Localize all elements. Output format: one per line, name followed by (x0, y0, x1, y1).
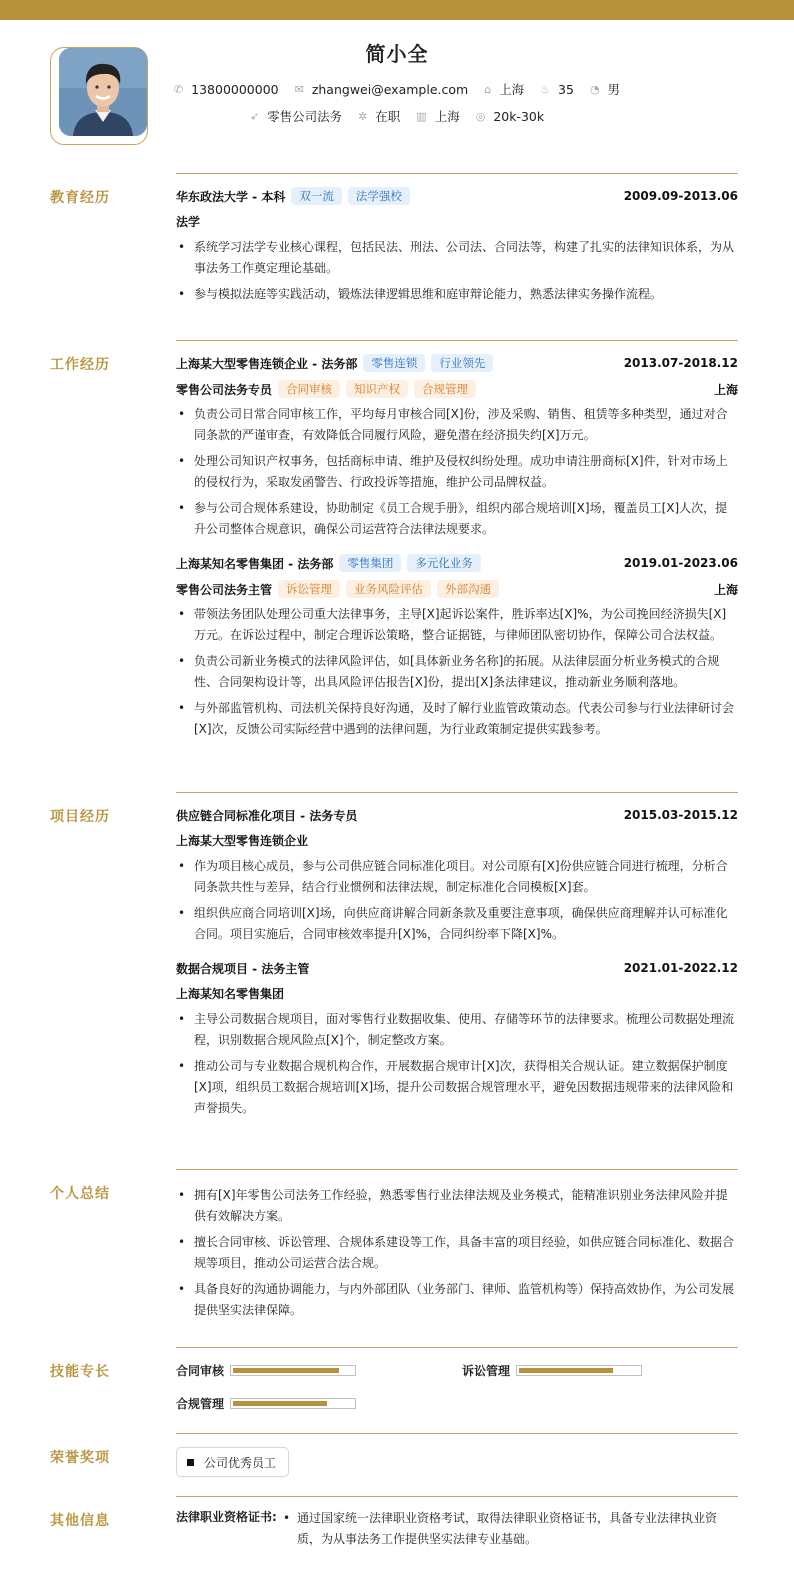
skill-fill (233, 1401, 327, 1406)
list-item: • 具备良好的沟通协调能力，与内外部团队（业务部门、律师、监管机构等）保持高效协作，为公司发展提供坚实法律保障。 (176, 1279, 738, 1321)
project-org: 上海某知名零售集团 (176, 987, 285, 1001)
skill-name: 诉讼管理 (462, 1364, 511, 1378)
position: 零售公司法务专员 (176, 382, 273, 397)
award-chip (176, 1447, 289, 1477)
skill-name: 合同审核 (176, 1364, 225, 1378)
list-item: • 作为项目核心成员，参与公司供应链合同标准化项目。对公司原有[X]份供应链合同进行梳理，分析合同条款共性与差异，结合行业惯例和法律法规，制定标准化合同模板[X]套。 (176, 856, 738, 898)
home-icon: ⌂ (484, 82, 492, 96)
location-item (484, 80, 524, 98)
list-item: • 与外部监管机构、司法机关保持良好沟通，及时了解行业监管政策动态。代表公司参与行业法律研讨会[X]次，反馈公司实际经营中遇到的法律问题，为行业政策制定提供实践参考。 (176, 698, 738, 740)
other-label: 法律职业资格证书: (176, 1510, 277, 1524)
major: 法学 (176, 215, 201, 229)
location-text: 上海 (499, 82, 525, 97)
skill-tag: 知识产权 (346, 380, 408, 398)
skill-fill (233, 1368, 339, 1373)
skill-name: 合规管理 (176, 1397, 225, 1411)
list-item: • 拥有[X]年零售公司法务工作经验，熟悉零售行业法律法规及业务模式，能精准识别业务法律风险并提供有效解决方案。 (176, 1185, 738, 1227)
section-divider (176, 1496, 738, 1497)
company-name: 上海某大型零售连锁企业 - 法务部 (176, 356, 358, 371)
other-text: • 通过国家统一法律职业资格考试，取得法律职业资格证书，具备专业法律执业资质，为从事法务工作提供坚实法律专业基础。 (281, 1508, 736, 1550)
school-name: 华东政法大学 - 本科 (176, 189, 286, 204)
date: 2021.01-2022.12 (623, 961, 738, 975)
skill-fill (519, 1368, 613, 1373)
job-intent-row (0, 107, 794, 125)
project-name: 供应链合同标准化项目 - 法务专员 (176, 808, 358, 823)
date: 2019.01-2023.06 (623, 556, 738, 570)
section-title: 其他信息 (50, 1513, 110, 1529)
target-city-item (416, 107, 459, 125)
tag: 零售连锁 (363, 354, 425, 372)
skill-bar (230, 1365, 356, 1376)
salary-icon: ◎ (475, 109, 486, 123)
email-item (295, 82, 469, 97)
tag: 多元化业务 (407, 554, 481, 572)
salary-text: 20k-30k (493, 108, 545, 124)
target-job-item (250, 107, 342, 125)
date: 2009.09-2013.06 (623, 189, 738, 203)
target-city-text: 上海 (434, 109, 460, 124)
skill-item (176, 1395, 356, 1412)
gender-item (590, 80, 620, 98)
list-item: • 推动公司与专业数据合规机构合作，开展数据合规审计[X]次，获得相关合规认证。建立数据保护制度[X]项，组织员工数据合规培训[X]场，提升公司数据合规管理水平，避免因数据违规带来的法律风险和声誉损失。 (176, 1056, 738, 1119)
company-name: 上海某知名零售集团 - 法务部 (176, 556, 334, 571)
target-job-text: 零售公司法务 (267, 109, 343, 124)
email-icon: ✉ (294, 82, 304, 96)
section-title: 教育经历 (50, 190, 110, 206)
list-item: • 擅长合同审核、诉讼管理、合规体系建设等工作，具备丰富的项目经验，如供应链合同标准化、数据合规等项目，推动公司运营合法合规。 (176, 1232, 738, 1274)
building-icon: ▥ (416, 109, 427, 123)
date: 2013.07-2018.12 (623, 356, 738, 370)
skill-tag: 合同审核 (278, 380, 340, 398)
section-divider (176, 1169, 738, 1170)
skill-bar (516, 1365, 642, 1376)
skill-item (176, 1362, 356, 1379)
list-item: • 负责公司日常合同审核工作，平均每月审核合同[X]份，涉及采购、销售、租赁等多种类型，通过对合同条款的严谨审查，有效降低合同履行风险，避免潜在经济损失约[X]万元。 (176, 404, 738, 446)
skill-tag: 外部沟通 (437, 580, 499, 598)
list-item: • 系统学习法学专业核心课程，包括民法、刑法、公司法、合同法等，构建了扎实的法律知识体系，为从事法务工作奠定理论基础。 (176, 237, 738, 279)
gender-icon: ◔ (589, 82, 600, 96)
email-text: zhangwei@example.com (311, 81, 469, 97)
project-org: 上海某大型零售连锁企业 (176, 834, 309, 848)
section-divider (176, 173, 738, 174)
skill-tag: 诉讼管理 (278, 580, 340, 598)
phone-text: 13800000000 (191, 81, 279, 97)
date: 2015.03-2015.12 (623, 808, 738, 822)
phone-item (174, 82, 279, 97)
section-divider (176, 340, 738, 341)
position: 零售公司法务主管 (176, 582, 273, 597)
section-title: 项目经历 (50, 809, 110, 825)
list-item: • 处理公司知识产权事务，包括商标申请、维护及侵权纠纷处理。成功申请注册商标[X]件，针对市场上的侵权行为，采取发函警告、行政投诉等措施，维护公司品牌权益。 (176, 451, 738, 493)
tag: 零售集团 (339, 554, 401, 572)
skill-item (462, 1362, 642, 1379)
list-item: • 参与公司合规体系建设，协助制定《员工合规手册》，组织内部合规培训[X]场，覆盖员工[X]人次，提升公司整体合规意识，确保公司运营符合法律法规要求。 (176, 498, 738, 540)
list-item: • 组织供应商合同培训[X]场，向供应商讲解合同新条款及重要注意事项，确保供应商理解并认可标准化合同。项目实施后，合同审核效率提升[X]%，合同纠纷率下降[X]%。 (176, 903, 738, 945)
section-title: 个人总结 (50, 1186, 110, 1202)
award-text: 公司优秀员工 (204, 1455, 277, 1470)
section-divider (176, 1347, 738, 1348)
skill-tag: 合规管理 (414, 380, 476, 398)
send-icon: ➶ (249, 109, 260, 123)
phone-icon: ✆ (173, 82, 184, 96)
project-name: 数据合规项目 - 法务主管 (176, 961, 310, 976)
list-item: • 参与模拟法庭等实践活动，锻炼法律逻辑思维和庭审辩论能力，熟悉法律实务操作流程。 (176, 284, 738, 305)
status-item (358, 107, 400, 125)
contact-row (0, 80, 794, 98)
square-bullet-icon (187, 1459, 194, 1466)
section-divider (176, 792, 738, 793)
age-text: 35 (558, 81, 574, 97)
list-item: • 带领法务团队处理公司重大法律事务，主导[X]起诉讼案件，胜诉率达[X]%，为公司挽回经济损失[X]万元。在诉讼过程中，制定合理诉讼策略，整合证据链，与律师团队密切协作，保障公司合法权益。 (176, 604, 738, 646)
status-icon: ✲ (358, 109, 368, 123)
tag: 行业领先 (431, 354, 493, 372)
tag: 法学强校 (348, 187, 410, 205)
section-title: 工作经历 (50, 357, 110, 373)
section-title: 荣誉奖项 (50, 1450, 110, 1466)
list-item: • 负责公司新业务模式的法律风险评估，如[具体新业务名称]的拓展。从法律层面分析业务模式的合规性、合同架构设计等，出具风险评估报告[X]份，提出[X]条法律建议，推动新业务顺利落地。 (176, 651, 738, 693)
tag: 双一流 (291, 187, 342, 205)
city: 上海 (713, 382, 738, 397)
skill-bar (230, 1398, 356, 1409)
list-item: • 主导公司数据合规项目，面对零售行业数据收集、使用、存储等环节的法律要求。梳理公司数据处理流程，识别数据合规风险点[X]个，制定整改方案。 (176, 1009, 738, 1051)
status-text: 在职 (375, 109, 401, 124)
age-item (540, 82, 574, 97)
salary-item (476, 109, 544, 124)
top-accent-bar (0, 0, 794, 20)
city: 上海 (713, 582, 738, 597)
section-divider (176, 1433, 738, 1434)
section-title: 技能专长 (50, 1364, 110, 1380)
candidate-name: 简小全 (365, 42, 429, 66)
gender-text: 男 (607, 82, 621, 97)
age-icon: ♨ (540, 82, 551, 96)
skill-tag: 业务风险评估 (346, 580, 431, 598)
